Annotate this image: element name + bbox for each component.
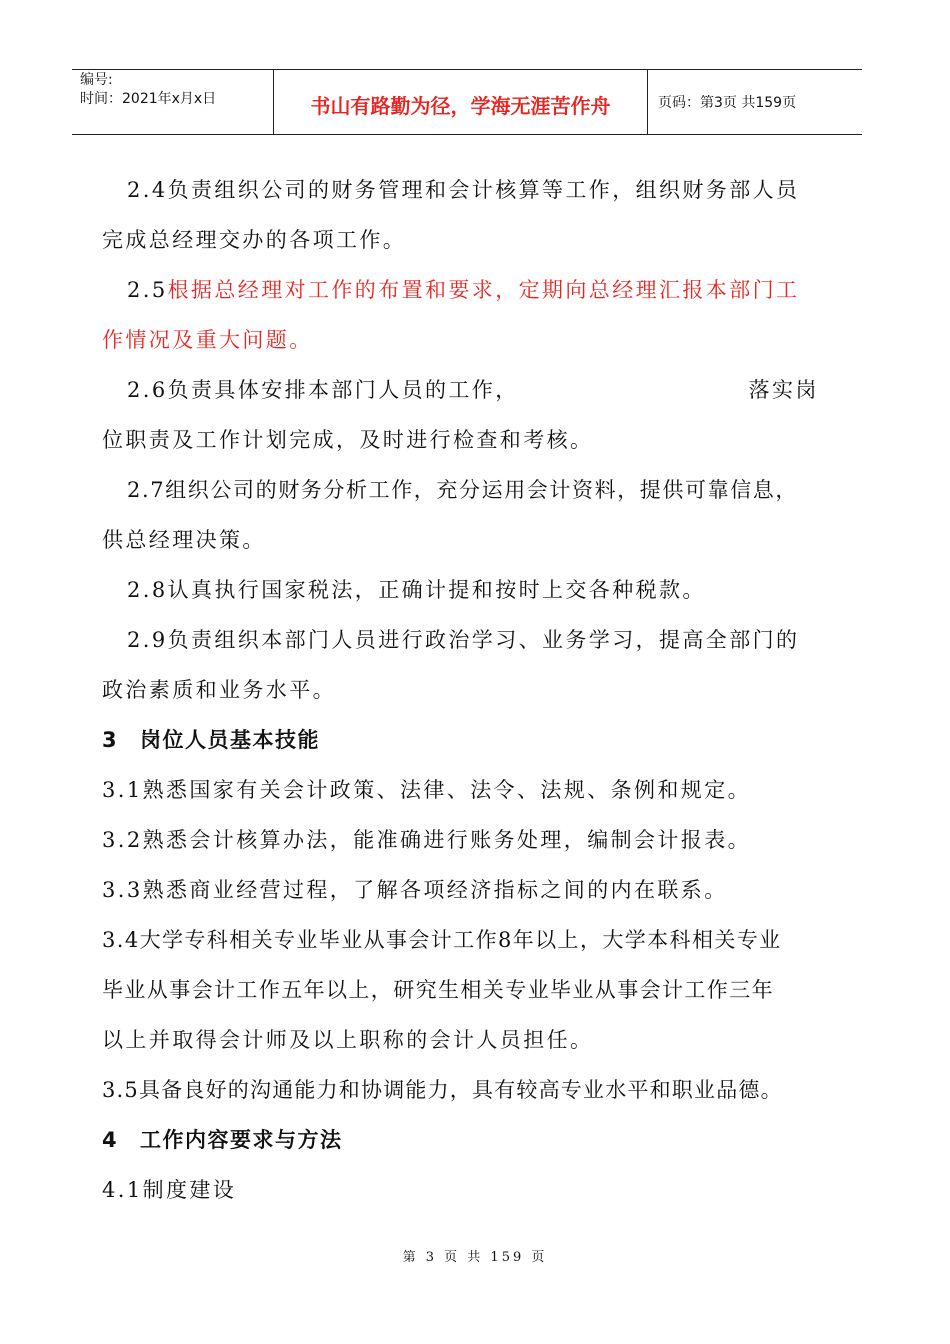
header-motto: 书山有路勤为径，学海无涯苦作舟 xyxy=(274,70,648,134)
paragraph-2-5-highlight: 根据总经理对工作的布置和要求，定期向总经理汇报本部门工 xyxy=(167,278,800,302)
paragraph-2-4-line2: 完成总经理交办的各项工作。 xyxy=(102,228,407,252)
section-heading-3 xyxy=(102,715,837,765)
section-heading-3-title: 岗位人员基本技能 xyxy=(140,728,320,752)
page-footer: 第 3 页 共 159 页 xyxy=(402,1250,548,1265)
paragraph-3-5: 3.5具备良好的沟通能力和协调能力，具有较高专业水平和职业品德。 xyxy=(102,1078,783,1102)
paragraph-2-5-line2: 作情况及重大问题。 xyxy=(102,328,313,352)
paragraph-2-7-line2: 供总经理决策。 xyxy=(102,528,266,552)
paragraph-4-1: 4.1制度建设 xyxy=(102,1178,237,1202)
paragraph-2-6-line2: 位职责及工作计划完成，及时进行检查和考核。 xyxy=(102,428,594,452)
paragraph-2-4-line1: 2.4负责组织公司的财务管理和会计核算等工作，组织财务部人员 xyxy=(127,178,800,202)
paragraph-2-6-part1: 2.6负责具体安排本部门人员的工作， xyxy=(127,378,519,402)
header-meta xyxy=(72,70,274,134)
paragraph-2-7-line1: 2.7组织公司的财务分析工作，充分运用会计资料，提供可靠信息， xyxy=(127,478,798,502)
paragraph-2-9-line2: 政治素质和业务水平。 xyxy=(102,678,336,702)
paragraph-3-4-line2: 毕业从事会计工作五年以上，研究生相关专业毕业从事会计工作三年 xyxy=(102,978,774,1002)
section-heading-4-title: 工作内容要求与方法 xyxy=(140,1128,343,1152)
paragraph-2-5-number: 2.5 xyxy=(127,278,168,302)
paragraph-3-4-line1: 3.4大学专科相关专业毕业从事会计工作8年以上，大学本科相关专业 xyxy=(102,928,782,952)
paragraph-2-6-line1 xyxy=(102,365,837,415)
paragraph-3-3: 3.3熟悉商业经营过程，了解各项经济指标之间的内在联系。 xyxy=(102,878,728,902)
document-number-label: 编号: xyxy=(80,72,113,88)
section-heading-3-number: 3 xyxy=(102,728,119,752)
paragraph-2-8: 2.8认真执行国家税法，正确计提和按时上交各种税款。 xyxy=(127,578,706,602)
document-body xyxy=(102,165,837,1215)
header-page-number: 页码：第3页 共159页 xyxy=(658,95,797,111)
paragraph-3-2: 3.2熟悉会计核算办法，能准确进行账务处理，编制会计报表。 xyxy=(102,828,751,852)
document-date: 时间：2021年x月x日 xyxy=(80,91,217,107)
paragraph-3-4-line3: 以上并取得会计师及以上职称的会计人员担任。 xyxy=(102,1028,594,1052)
section-heading-4-number: 4 xyxy=(102,1128,119,1152)
paragraph-3-1: 3.1熟悉国家有关会计政策、法律、法令、法规、条例和规定。 xyxy=(102,778,751,802)
section-heading-4 xyxy=(102,1115,837,1165)
paragraph-2-6-part2: 落实岗 xyxy=(748,378,819,402)
page-header xyxy=(72,69,862,135)
paragraph-2-5-line1 xyxy=(102,265,837,315)
paragraph-2-9-line1: 2.9负责组织本部门人员进行政治学习、业务学习，提高全部门的 xyxy=(127,628,800,652)
